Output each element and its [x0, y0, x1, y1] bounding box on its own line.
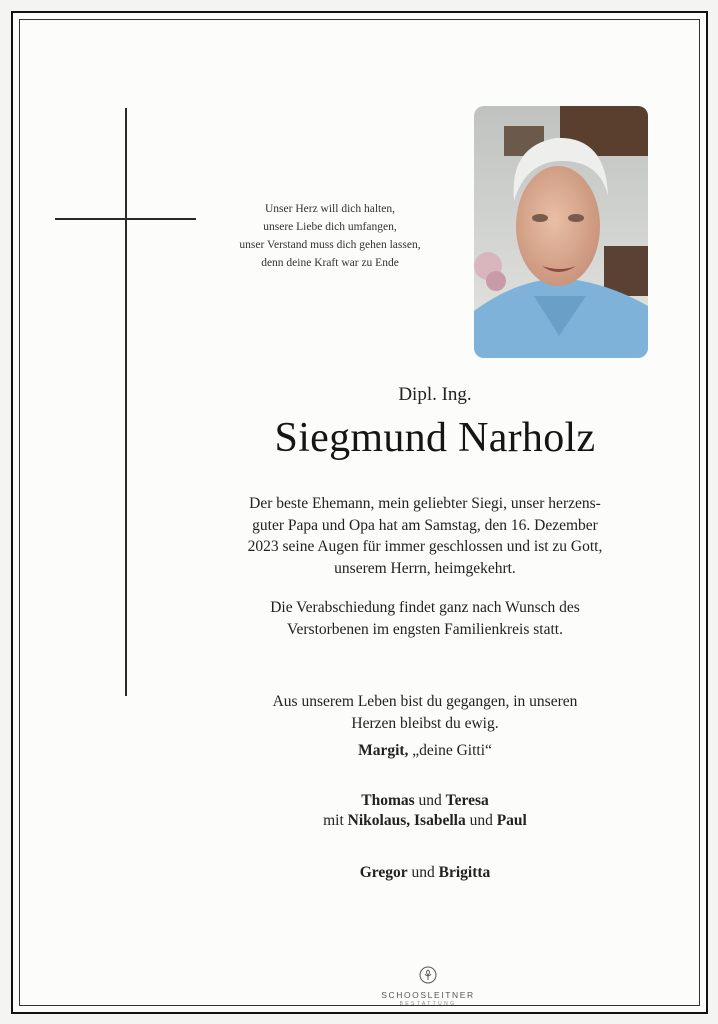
- conjunction: und: [411, 864, 435, 881]
- rose-icon: [419, 966, 437, 984]
- closing-verse: [200, 691, 650, 734]
- mourner-name: Brigitta: [438, 864, 491, 881]
- poem-line: denn deine Kraft war zu Ende: [261, 257, 399, 269]
- poem-line: Unser Herz will dich halten,: [265, 203, 395, 215]
- mourner-name: Paul: [496, 812, 527, 829]
- poem: [210, 200, 450, 272]
- obituary-card: [11, 11, 708, 1014]
- announcement-line: guter Papa und Opa hat am Samstag, den 16. Dezember: [252, 516, 598, 534]
- mourner-grandchildren: [200, 812, 650, 830]
- cross-horizontal-bar: [55, 218, 196, 220]
- farewell-notice: [200, 597, 650, 640]
- death-announcement: [200, 493, 650, 579]
- poem-line: unser Verstand muss dich gehen lassen,: [239, 239, 421, 251]
- logo-name: SCHOOSLEITNER: [381, 990, 475, 1000]
- announcement-line: 2023 seine Augen für immer geschlossen und ist zu Gott,: [247, 538, 603, 555]
- conjunction: und: [469, 812, 493, 829]
- academic-title: Dipl. Ing.: [398, 384, 472, 405]
- deceased-name: Siegmund Narholz: [274, 415, 596, 461]
- funeral-home-logo: [363, 966, 493, 1007]
- mourner-family-gregor: [200, 864, 650, 882]
- portrait-photo: [474, 106, 648, 358]
- mourner-name: Nikolaus,: [347, 812, 411, 829]
- inner-border: [19, 19, 700, 1006]
- mourner-name: Thomas: [361, 792, 415, 809]
- announcement-line: unserem Herrn, heimgekehrt.: [334, 559, 516, 577]
- poem-line: unsere Liebe dich umfangen,: [263, 221, 397, 233]
- mourner-wife: [200, 742, 650, 760]
- farewell-line: Die Verabschiedung findet ganz nach Wunsch des: [270, 599, 580, 616]
- mourner-name: Margit,: [358, 742, 409, 759]
- mourner-nickname: „deine Gitti“: [412, 742, 492, 759]
- mourner-name: Gregor: [359, 864, 408, 881]
- closing-line: Herzen bleibst du ewig.: [351, 714, 499, 732]
- mourner-name: Teresa: [445, 792, 489, 809]
- cross-vertical-bar: [125, 108, 127, 696]
- conjunction: mit: [323, 812, 344, 829]
- closing-line: Aus unserem Leben bist du gegangen, in unseren: [272, 693, 578, 710]
- announcement-line: Der beste Ehemann, mein geliebter Siegi, unser herzens-: [249, 495, 601, 512]
- portrait-image: [474, 106, 648, 358]
- farewell-line: Verstorbenen im engsten Familienkreis statt.: [287, 620, 563, 638]
- mourner-family-thomas: [200, 792, 650, 810]
- logo-subtitle: BESTATTUNG: [399, 1001, 457, 1007]
- conjunction: und: [418, 792, 442, 809]
- mourner-name: Isabella: [414, 812, 466, 829]
